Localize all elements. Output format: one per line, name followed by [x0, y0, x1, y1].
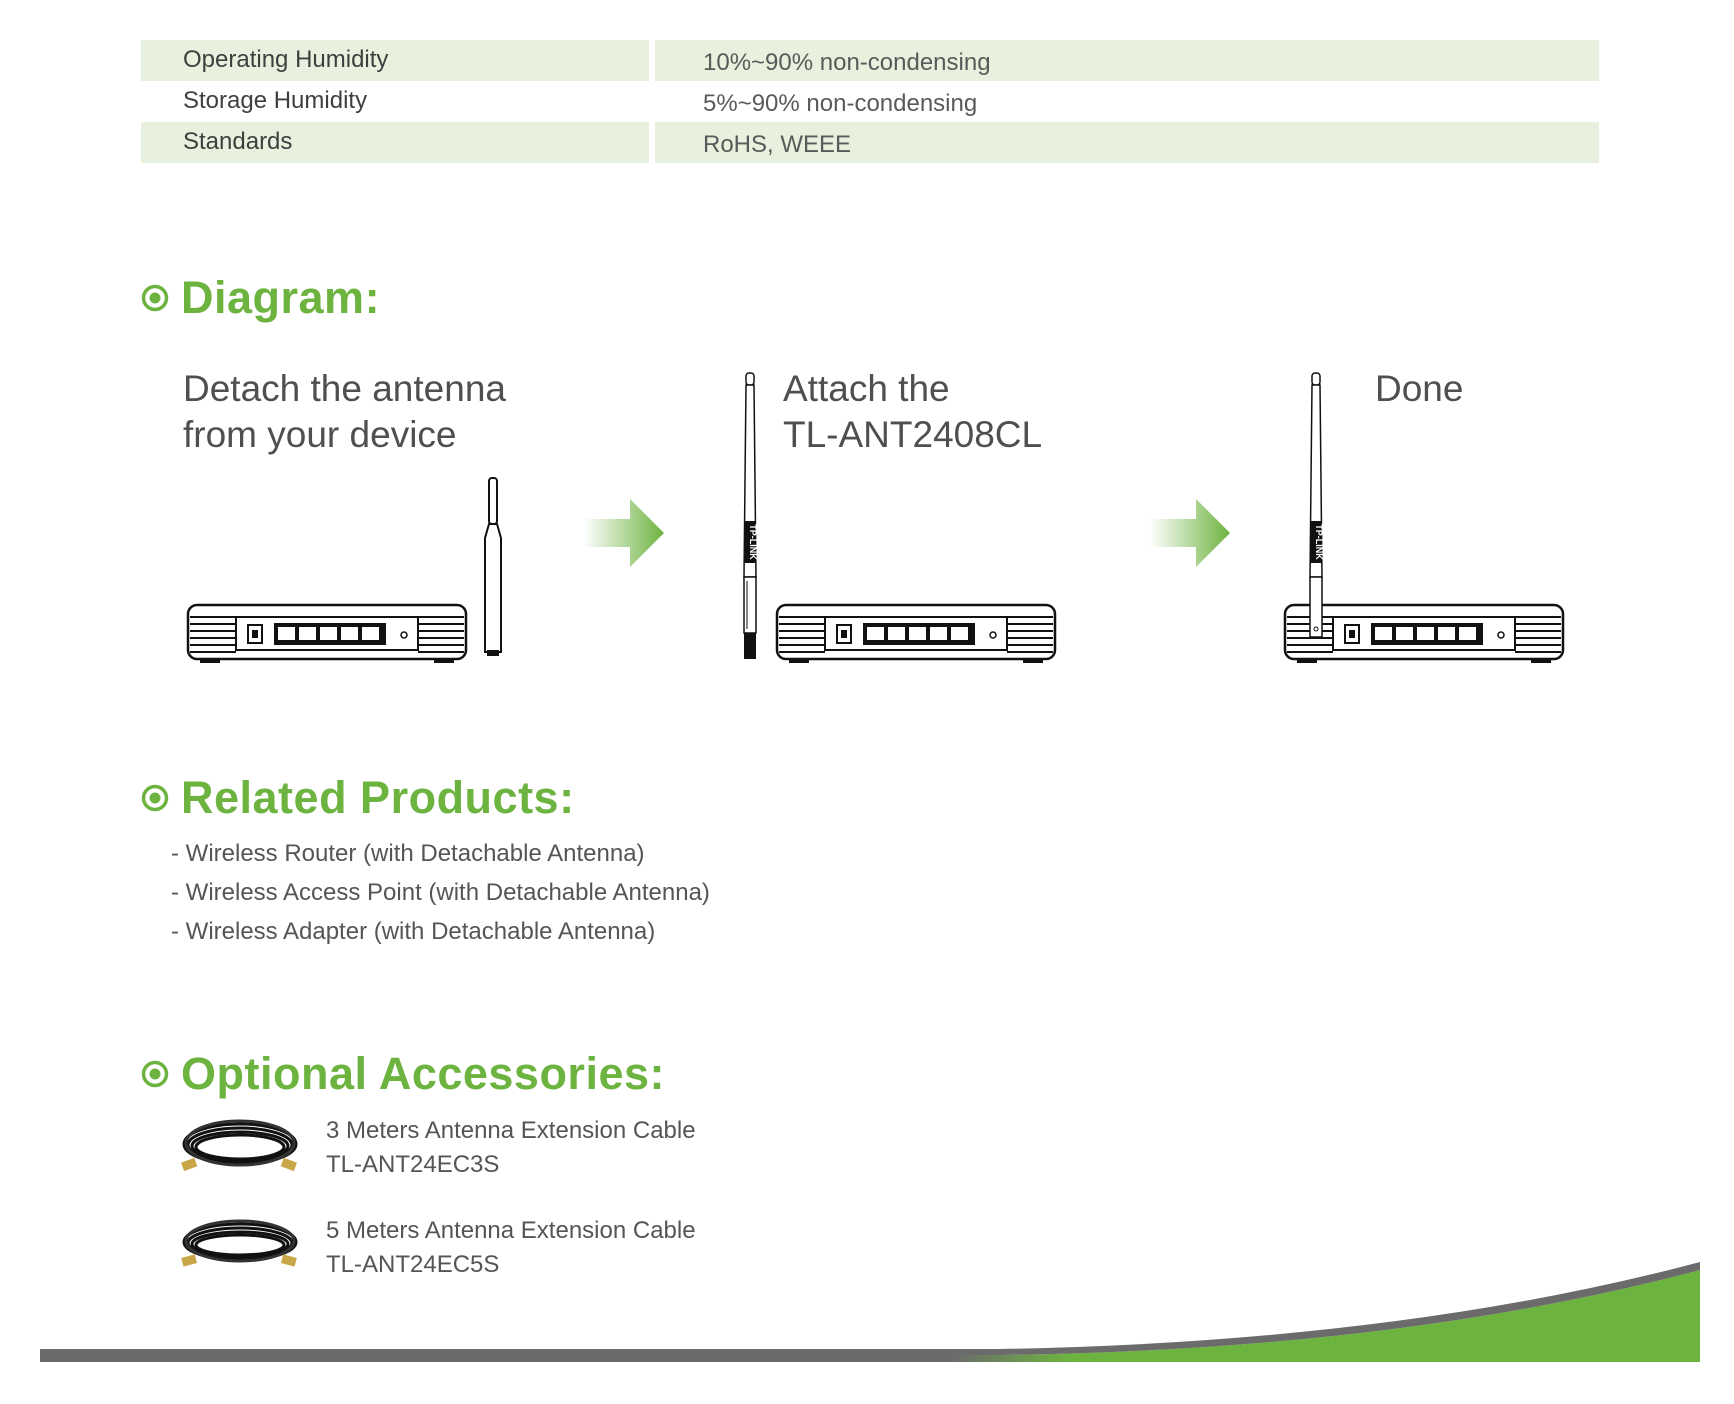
router-icon — [775, 603, 1057, 665]
detached-antenna-icon — [480, 476, 506, 658]
section-title: Optional Accessories: — [181, 1048, 665, 1099]
spec-label: Storage Humidity — [183, 87, 368, 114]
accessory-model: TL-ANT24EC5S — [326, 1251, 500, 1278]
optional-accessories-heading — [141, 1048, 665, 1100]
step-3-text: Done — [1375, 368, 1464, 409]
spec-value: 5%~90% non-condensing — [703, 90, 978, 117]
spec-value: RoHS, WEEE — [703, 131, 852, 158]
extension-cable-icon — [178, 1114, 300, 1184]
antenna-brand: TP-LINK — [1314, 524, 1324, 560]
spec-label: Standards — [183, 128, 293, 155]
target-bullet-icon — [141, 284, 169, 312]
spec-value: 10%~90% non-condensing — [703, 49, 991, 76]
accessory-name: 3 Meters Antenna Extension Cable — [326, 1117, 696, 1144]
list-item: - Wireless Access Point (with Detachable Antenna) — [171, 879, 710, 906]
step-1-text: Detach the antenna from your device — [183, 368, 506, 455]
diagram-heading — [141, 272, 380, 324]
arrow-right-icon — [584, 499, 664, 567]
spec-table — [141, 40, 1599, 163]
related-products-list — [171, 834, 710, 951]
footer-swoosh — [0, 1260, 1734, 1370]
router-icon — [186, 603, 468, 665]
spec-row-storage-humidity — [141, 81, 1599, 122]
column-divider — [649, 122, 655, 163]
step-2-text: Attach the TL-ANT2408CL — [783, 368, 1043, 455]
tl-ant2408cl-antenna-icon — [740, 371, 760, 663]
accessory-model: TL-ANT24EC3S — [326, 1151, 500, 1178]
list-item: - Wireless Router (with Detachable Antenna) — [171, 840, 645, 867]
column-divider — [649, 40, 655, 81]
attached-antenna-icon — [1306, 371, 1326, 641]
spec-row-operating-humidity — [141, 40, 1599, 81]
arrow-right-icon — [1150, 499, 1230, 567]
list-item: - Wireless Adapter (with Detachable Antenna) — [171, 918, 656, 945]
related-products-heading — [141, 772, 575, 824]
accessory-name: 5 Meters Antenna Extension Cable — [326, 1217, 696, 1244]
accessory-text — [326, 1114, 696, 1182]
target-bullet-icon — [141, 784, 169, 812]
section-title: Diagram: — [181, 272, 381, 323]
section-title: Related Products: — [181, 772, 575, 823]
target-bullet-icon — [141, 1060, 169, 1088]
antenna-brand: TP-LINK — [748, 524, 758, 560]
spec-row-standards — [141, 122, 1599, 163]
spec-label: Operating Humidity — [183, 46, 389, 73]
